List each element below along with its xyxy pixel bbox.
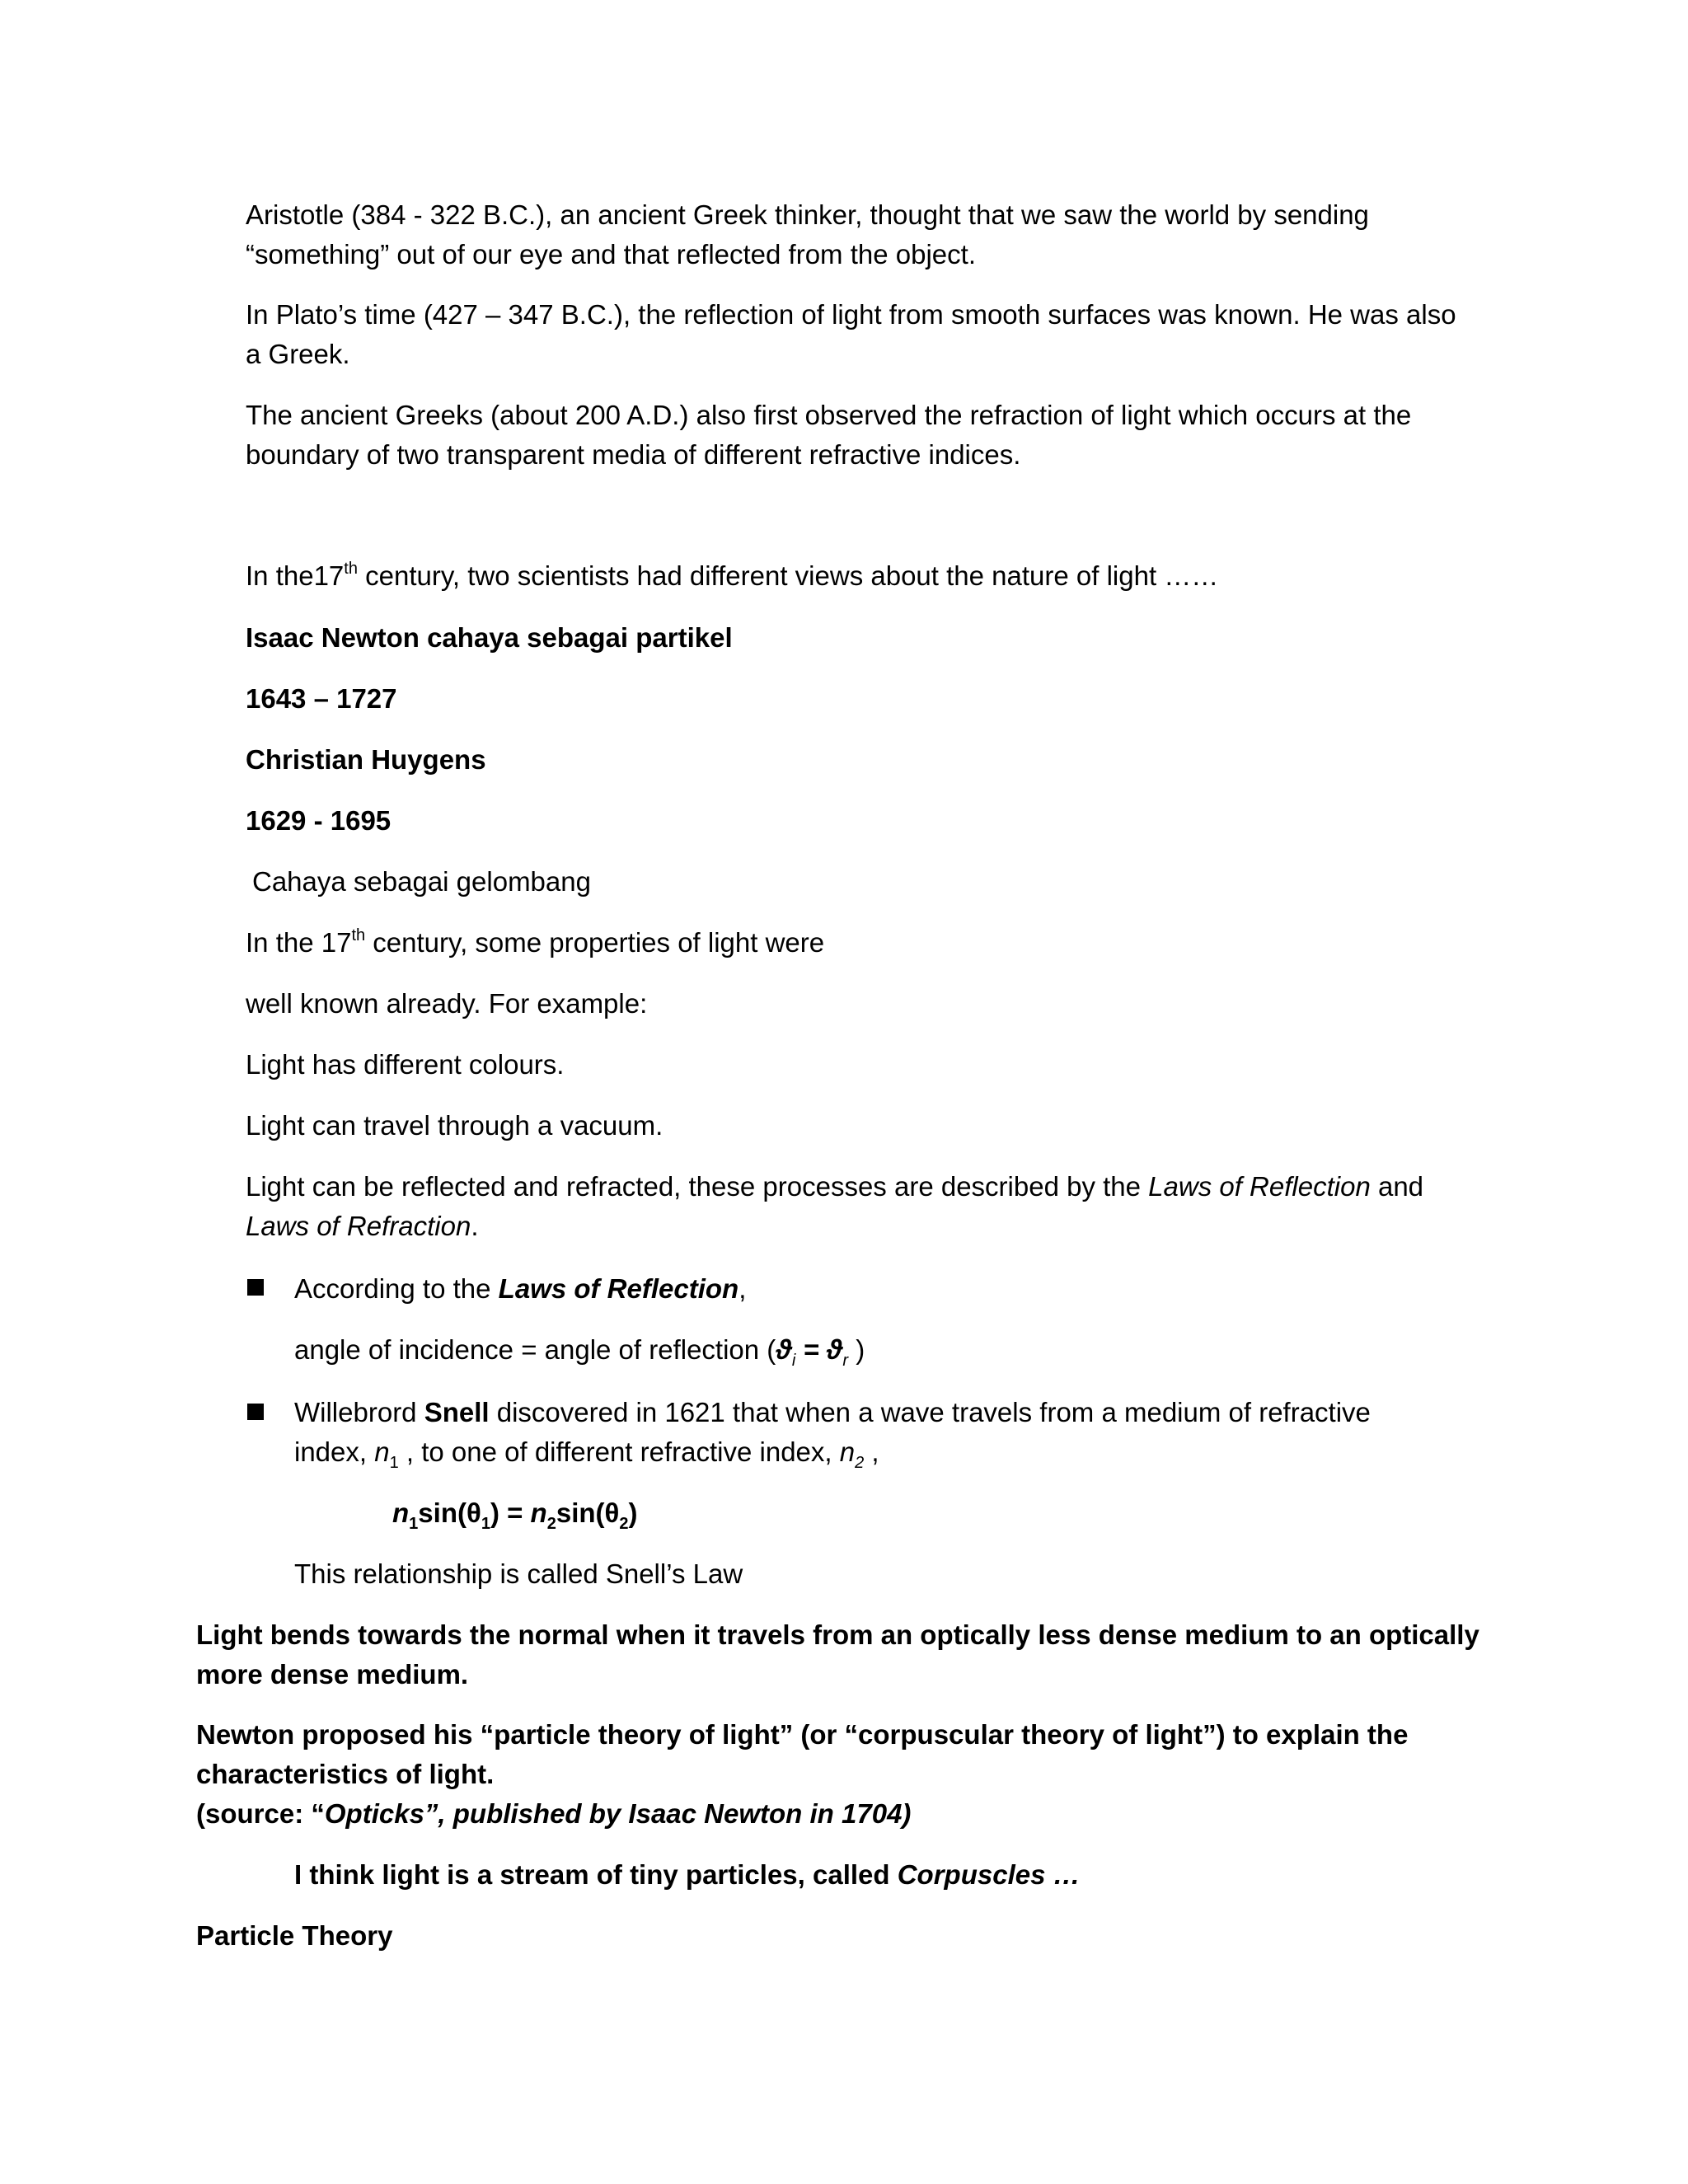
newton-years: 1643 – 1727 bbox=[246, 683, 397, 714]
reflection-law-line: According to the Laws of Reflection, bbox=[294, 1273, 747, 1304]
snell-formula: $n_1\sin(\theta_1) = n_2\sin(\theta_2)$ bbox=[392, 1497, 638, 1533]
property-reflect-line-2: Laws of Refraction. bbox=[246, 1211, 479, 1241]
greeks-line-1: The ancient Greeks (about 200 A.D.) also first observed the refraction of light which occurs at the bbox=[246, 400, 1412, 430]
property-vacuum: Light can travel through a vacuum. bbox=[246, 1110, 663, 1141]
reflection-rule: angle of incidence = angle of reflection ($ϑ_i = ϑ_r$ ) bbox=[294, 1334, 865, 1370]
newton-quote: I think light is a stream of tiny particles, called Corpuscles … bbox=[294, 1859, 1081, 1890]
century-17-line: In the17th century, two scientists had different views about the nature of light …… bbox=[246, 560, 1219, 591]
aristotle-line-1: Aristotle (384 - 322 B.C.), an ancient Greek thinker, thought that we saw the world by sending bbox=[246, 199, 1369, 230]
newton-heading: Isaac Newton cahaya sebagai partikel bbox=[246, 622, 733, 653]
plato-line-1: In Plato’s time (427 – 347 B.C.), the reflection of light from smooth surfaces was known. He was also bbox=[246, 299, 1456, 330]
newton-theory-line-1: Newton proposed his “particle theory of light” (or “corpuscular theory of light”) to explain the bbox=[196, 1719, 1409, 1750]
snell-line-1: Willebrord Snell discovered in 1621 that when a wave travels from a medium of refractive bbox=[294, 1397, 1371, 1427]
superscript: th bbox=[351, 926, 366, 944]
snell-line-2: index, $n_1$ , to one of different refractive index, $n_2$ , bbox=[294, 1436, 879, 1472]
greeks-line-2: boundary of two transparent media of different refractive indices. bbox=[246, 439, 1021, 470]
bullet-square-icon bbox=[247, 1279, 264, 1296]
property-reflect-line-1: Light can be reflected and refracted, these processes are described by the Laws of Reflection and bbox=[246, 1171, 1424, 1202]
bends-line-1: Light bends towards the normal when it travels from an optically less dense medium to an optically bbox=[196, 1619, 1479, 1650]
huygens-view: Cahaya sebagai gelombang bbox=[252, 866, 591, 897]
aristotle-line-2: “something” out of our eye and that reflected from the object. bbox=[246, 239, 976, 269]
particle-theory-heading: Particle Theory bbox=[196, 1920, 393, 1951]
bullet-square-icon bbox=[247, 1404, 264, 1420]
bends-line-2: more dense medium. bbox=[196, 1659, 469, 1690]
huygens-years: 1629 - 1695 bbox=[246, 805, 392, 836]
property-colours: Light has different colours. bbox=[246, 1049, 565, 1080]
huygens-heading: Christian Huygens bbox=[246, 744, 486, 775]
properties-intro-line-2: well known already. For example: bbox=[246, 988, 648, 1019]
superscript: th bbox=[344, 560, 358, 578]
plato-line-2: a Greek. bbox=[246, 339, 350, 369]
newton-theory-line-2: characteristics of light. bbox=[196, 1759, 495, 1789]
properties-intro-line-1: In the 17th century, some properties of light were bbox=[246, 926, 825, 958]
snell-law-caption: This relationship is called Snell’s Law bbox=[294, 1558, 743, 1589]
newton-source: (source: “Opticks”, published by Isaac Newton in 1704) bbox=[196, 1798, 912, 1829]
